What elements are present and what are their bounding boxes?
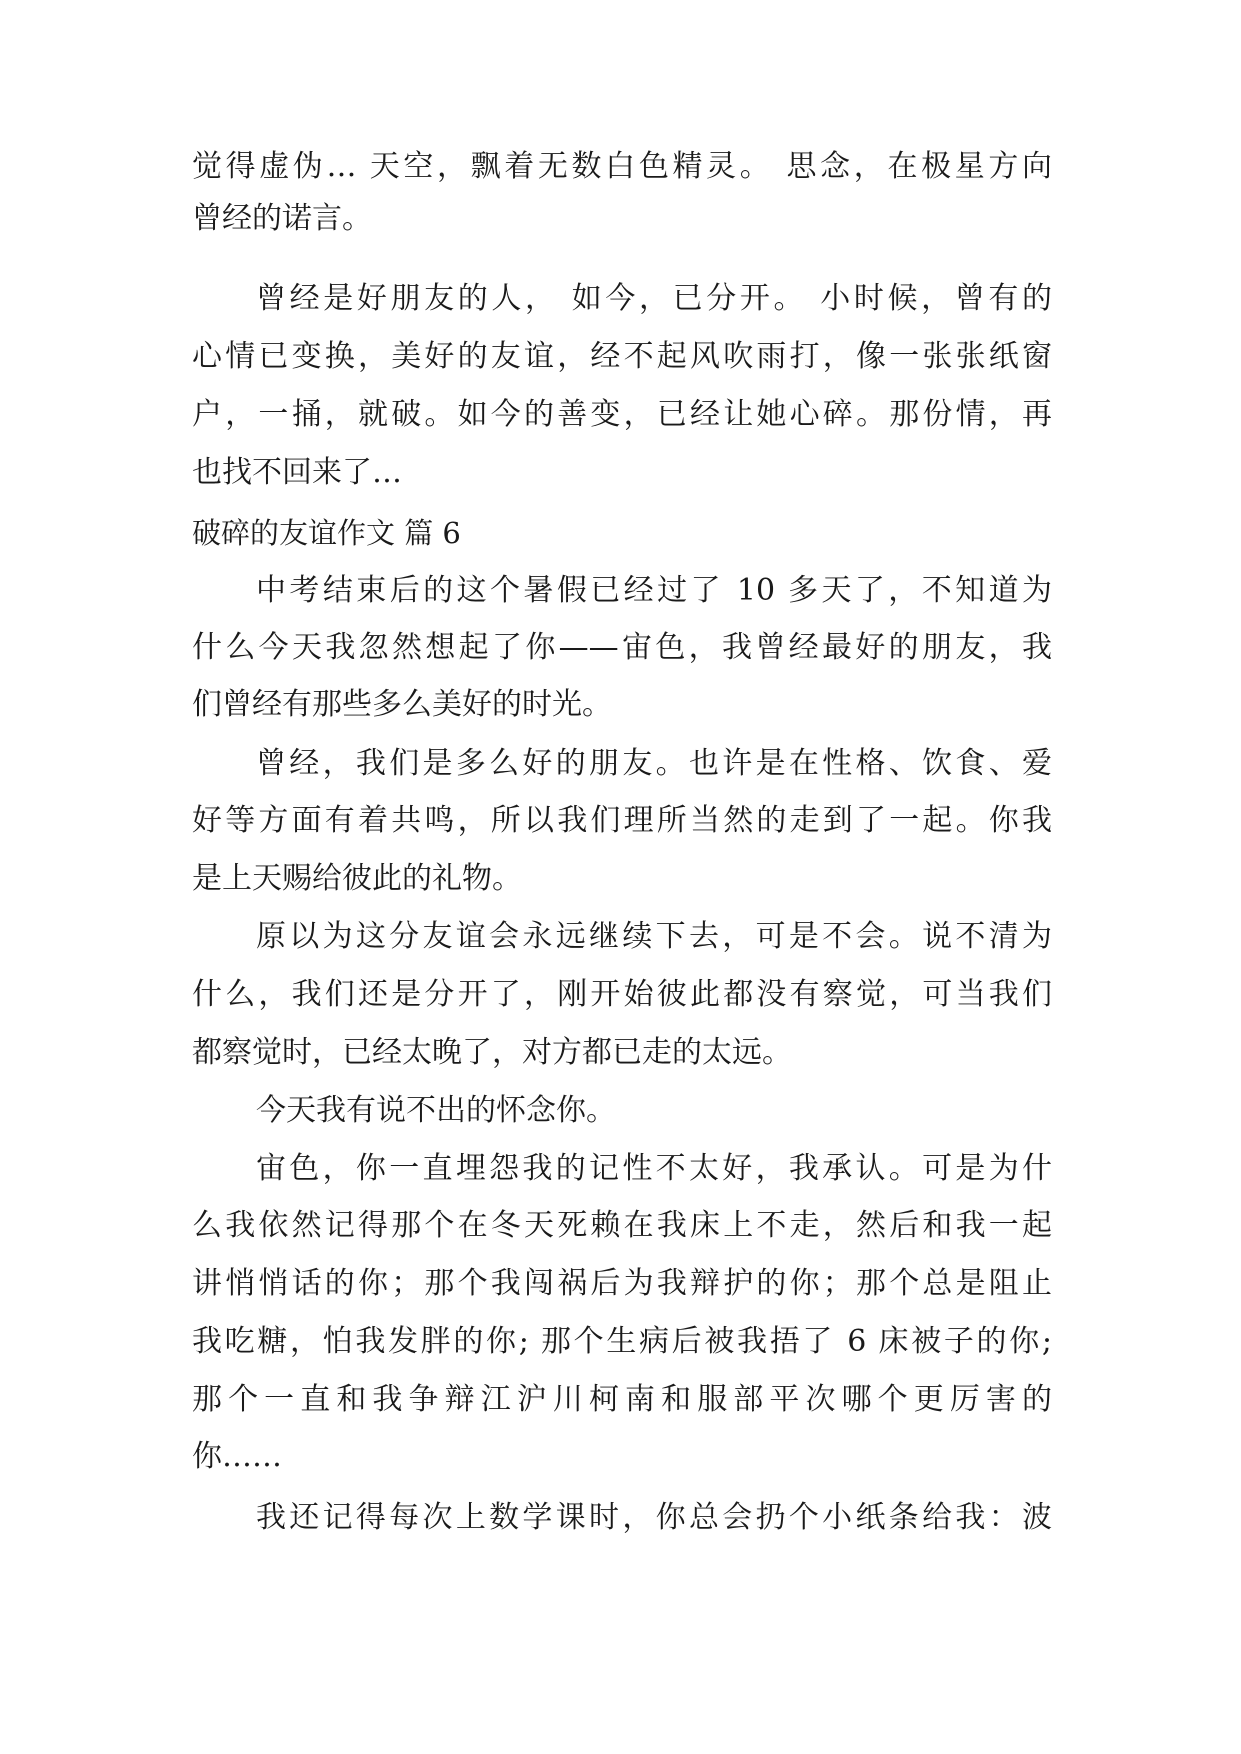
text-line: 户，一捅，就破。如今的善变，已经让她心碎。那份情，再 (192, 397, 1052, 432)
paragraph-first-line: 原以为这分友谊会永远继续下去，可是不会。说不清为 (256, 919, 1052, 954)
text-line: 们曾经有那些多么美好的时光。 (192, 687, 612, 722)
paragraph-first-line: 曾经是好朋友的人， 如今，已分开。 小时候，曾有的 (256, 281, 1052, 316)
text-line: 么我依然记得那个在冬天死赖在我床上不走，然后和我一起 (192, 1208, 1052, 1243)
text-line: 觉得虚伪… 天空，飘着无数白色精灵。 思念，在极星方向 (192, 149, 1052, 184)
section-heading: 破碎的友谊作文 篇 6 (192, 516, 461, 550)
paragraph-first-line: 今天我有说不出的怀念你。 (256, 1093, 616, 1128)
paragraph-first-line: 我还记得每次上数学课时，你总会扔个小纸条给我：波 (256, 1500, 1052, 1535)
text-line: 曾经的诺言。 (192, 201, 372, 236)
paragraph-first-line: 曾经，我们是多么好的朋友。也许是在性格、饮食、爱 (256, 746, 1052, 781)
text-line: 讲悄悄话的你；那个我闯祸后为我辩护的你；那个总是阻止 (192, 1266, 1052, 1301)
text-line: 都察觉时，已经太晚了，对方都已走的太远。 (192, 1035, 792, 1070)
text-line: 那个一直和我争辩江沪川柯南和服部平次哪个更厉害的 (192, 1382, 1052, 1417)
text-line: 什么，我们还是分开了，刚开始彼此都没有察觉，可当我们 (192, 977, 1052, 1012)
paragraph-first-line: 中考结束后的这个暑假已经过了 10 多天了，不知道为 (256, 573, 1052, 608)
text-line: 也找不回来了… (192, 455, 402, 490)
text-line: 你…… (192, 1439, 282, 1474)
text-line: 心情已变换，美好的友谊，经不起风吹雨打，像一张张纸窗 (192, 339, 1052, 374)
text-line: 是上天赐给彼此的礼物。 (192, 861, 522, 896)
paragraph-first-line: 宙色，你一直埋怨我的记性不太好，我承认。可是为什 (256, 1151, 1052, 1186)
text-line: 什么今天我忽然想起了你——宙色，我曾经最好的朋友，我 (192, 630, 1052, 665)
text-line: 我吃糖，怕我发胖的你; 那个生病后被我捂了 6 床被子的你; (192, 1324, 1052, 1359)
text-line: 好等方面有着共鸣，所以我们理所当然的走到了一起。你我 (192, 803, 1052, 838)
